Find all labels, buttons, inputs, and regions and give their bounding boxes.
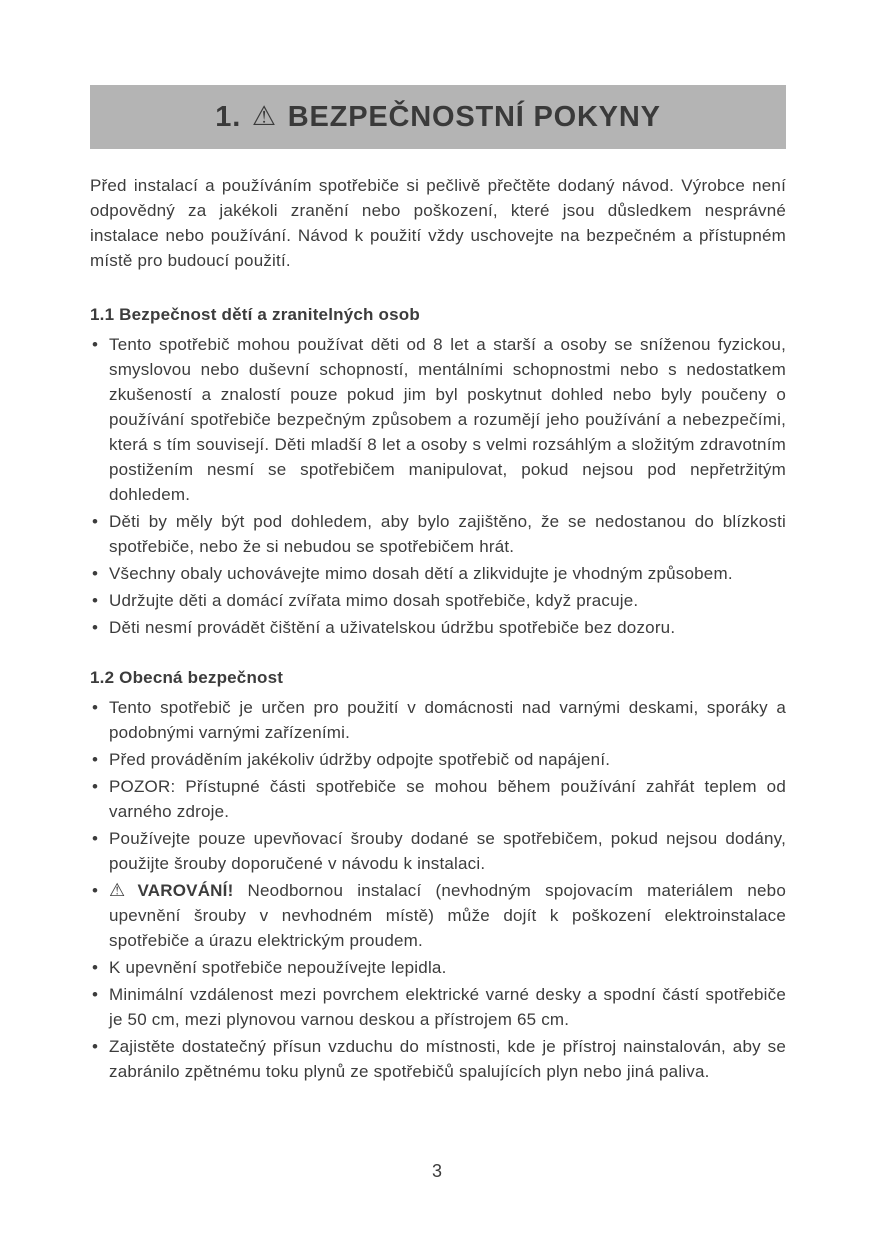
bullet-list [90, 695, 786, 1084]
bullet-item: • Zajistěte dostatečný přísun vzduchu do místnosti, kde je přístroj nainstalován, aby se zabránilo zpětnému toku plynů ze spotřebičů spalujících plyn nebo jiná paliva. [90, 1034, 786, 1084]
warning-label: VAROVÁNÍ! [137, 880, 234, 900]
section-title-text: BEZPEČNOSTNÍ POKYNY [287, 101, 661, 133]
bullet-item: • Děti by měly být pod dohledem, aby bylo zajištěno, že se nedostanou do blízkosti spotřebiče, nebo že si nebudou se spotřebičem hrát. [90, 509, 786, 559]
bullet-item: • Před prováděním jakékoliv údržby odpojte spotřebič od napájení. [90, 747, 786, 772]
page-number: 3 [431, 1161, 442, 1181]
sections-container [90, 305, 786, 1084]
bullet-text: Neodbornou instalací (nevhodným spojovacím materiálem nebo upevnění šrouby v nevhodném místě) může dojít k poškození elektroinstalace spotřebiče a úrazu elektrickým proudem. [109, 880, 786, 950]
bullet-item: • Děti nesmí provádět čištění a uživatelskou údržbu spotřebiče bez dozoru. [90, 615, 786, 640]
bullet-item: • Používejte pouze upevňovací šrouby dodané se spotřebičem, pokud nejsou dodány, použijte šrouby doporučené v návodu k instalaci. [90, 826, 786, 876]
subsection-heading: 1.2 Obecná bezpečnost [90, 667, 284, 687]
section-title-bar [90, 85, 786, 149]
bullet-item: • Tento spotřebič mohou používat děti od 8 let a starší a osoby se sníženou fyzickou, smyslovou nebo duševní schopností, mentálními schopnostmi nebo s nedostatkem zkušeností a znalostí pouze pokud jim byl poskytnut dohled nebo byly poučeny o používání spotřebiče bezpečným způsobem a rozumějí jeho používání a nebezpečími, která s tím souvisejí. Děti mladší 8 let a osoby s velmi rozsáhlým a složitým zdravotním postižením nesmí se spotřebičem manipulovat, pokud nejsou pod nepřetržitým dohledem. [90, 332, 786, 507]
warning-icon: ⚠ [251, 101, 277, 131]
bullet-item: • Všechny obaly uchovávejte mimo dosah dětí a zlikvidujte je vhodným způsobem. [90, 561, 786, 586]
bullet-list [90, 332, 786, 640]
page-title [90, 100, 786, 135]
section-number: 1. [215, 101, 242, 133]
intro-paragraph: Před instalací a používáním spotřebiče si pečlivě přečtěte dodaný návod. Výrobce není odpovědný za jakékoli zranění nebo poškození, které jsou důsledkem nesprávné instalace nebo používání. Návod k použití vždy uschovejte na bezpečném a přístupném místě pro budoucí použití. [90, 175, 786, 270]
bullet-item: • Udržujte děti a domácí zvířata mimo dosah spotřebiče, když pracuje. [90, 588, 786, 613]
subsection-heading: 1.1 Bezpečnost dětí a zranitelných osob [90, 304, 420, 324]
bullet-item: • POZOR: Přístupné části spotřebiče se mohou během používání zahřát teplem od varného zdroje. [90, 774, 786, 824]
bullet-item: • Minimální vzdálenost mezi povrchem elektrické varné desky a spodní částí spotřebiče je 50 cm, mezi plynovou varnou deskou a přístrojem 65 cm. [90, 982, 786, 1032]
bullet-item: • Tento spotřebič je určen pro použití v domácnosti nad varnými deskami, sporáky a podobnými varnými zařízeními. [90, 695, 786, 745]
bullet-item: • K upevnění spotřebiče nepoužívejte lepidla. [90, 955, 786, 980]
warning-icon: ⚠ [109, 879, 135, 900]
bullet-item [90, 878, 786, 953]
